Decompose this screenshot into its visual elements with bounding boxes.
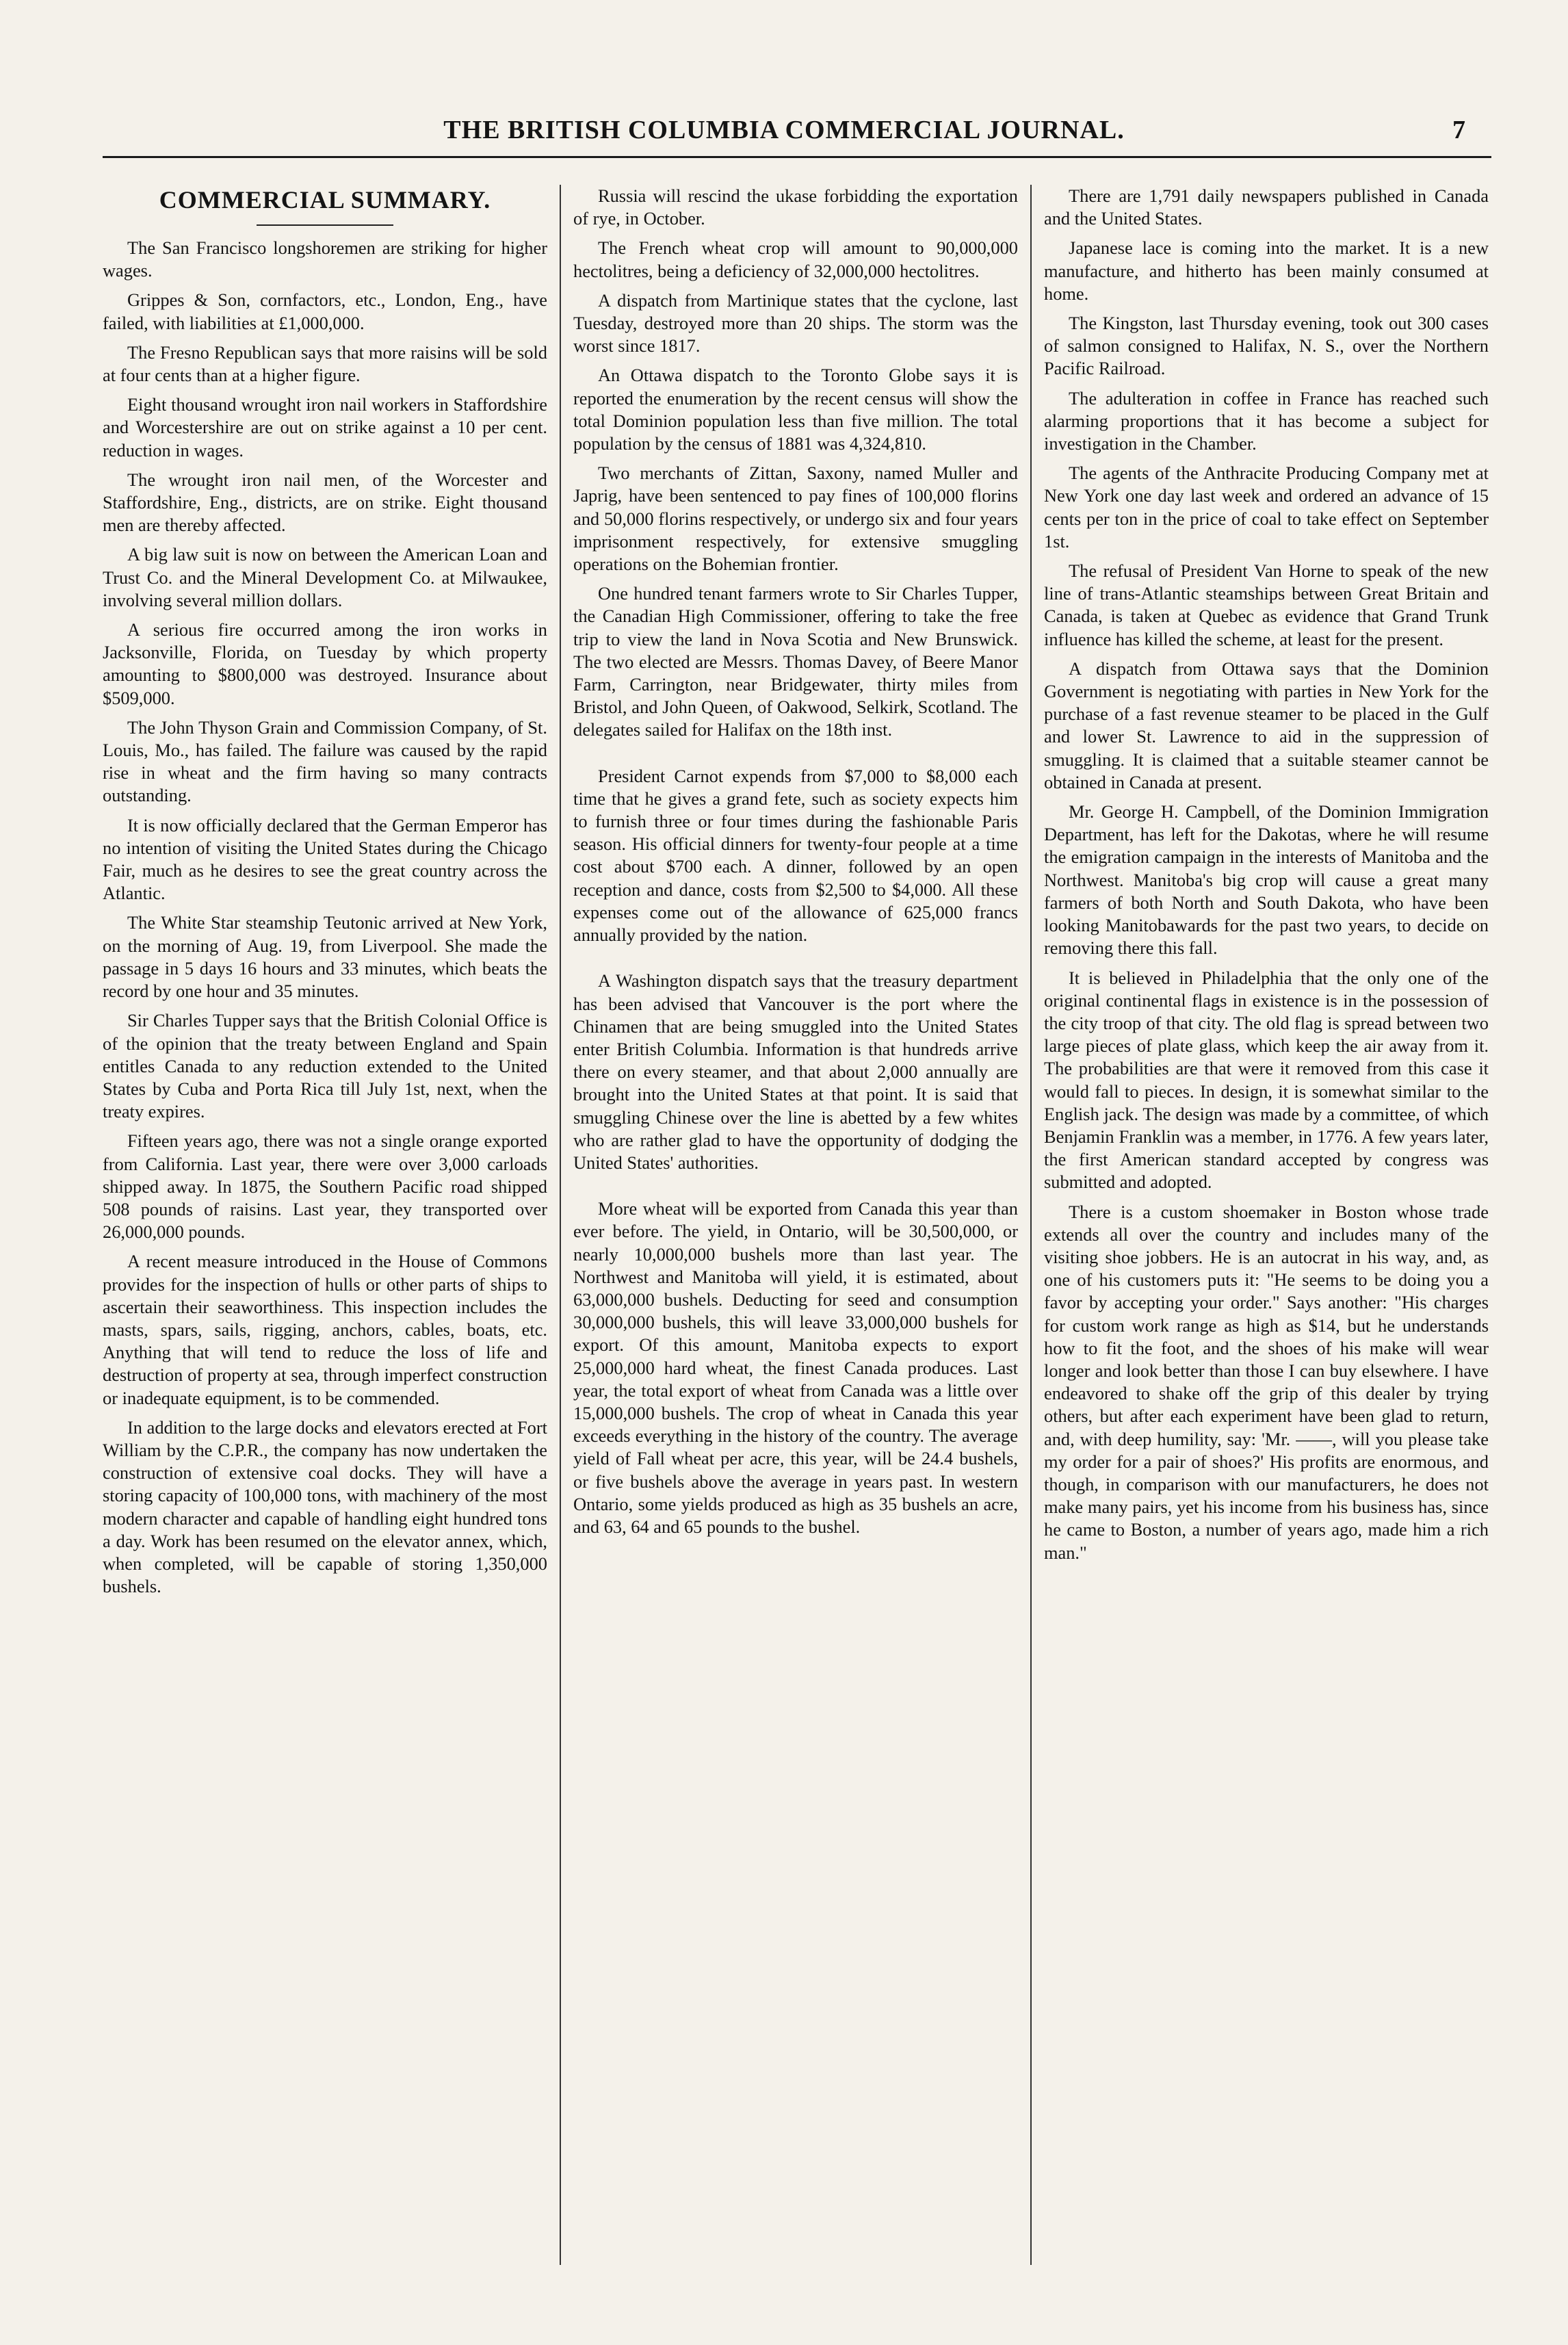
news-item: There is a custom shoemaker in Boston whose trade extends all over the country and includes many of the visiting shoe jobbers. He is an autocrat in his way, and, as one of his customers puts it: "He seems to be doing you a favor by accepting your order." Says another: "His charges for custom work range as high as $14, but he understands how to fit the foot, and the shoes of his make will wear longer and look better than those I can buy elsewhere. I have endeavored to shake off the grip of this dealer by trying others, but after each experiment have been glad to return, and, with deep humility, say: 'Mr. ——, will you please take my order for a pair of shoes?' His profits are enormous, and though, in comparison with our manufacturers, he does not make many pairs, yet his income from his business has, since he came to Boston, a number of years ago, made him a rich man." bbox=[1044, 1201, 1489, 1563]
news-item: Russia will rescind the ukase forbidding the exportation of rye, in October. bbox=[573, 185, 1018, 229]
news-item: The wrought iron nail men, of the Worcester and Staffordshire, Eng., districts, are on strike. Eight thousand men are thereby affected. bbox=[103, 469, 547, 536]
news-item: The White Star steamship Teutonic arrived at New York, on the morning of Aug. 19, from Liverpool. She made the passage in 5 days 16 hours and 33 minutes, which beats the record by one hour and 35 minutes. bbox=[103, 912, 547, 1002]
news-item: Two merchants of Zittan, Saxony, named Muller and Japrig, have been sentenced to pay fines of 100,000 florins and 50,000 florins respectively, or undergo six and four years imprisonment respectively, for extensive smuggling operations on the Bohemian frontier. bbox=[573, 463, 1018, 575]
page-number: 7 bbox=[1452, 116, 1465, 144]
news-item: Fifteen years ago, there was not a single orange exported from California. Last year, there were over 3,000 carloads shipped away. In 1875, the Southern Pacific road shipped 508 pounds of raisins. Last year, they transported over 26,000,000 pounds. bbox=[103, 1130, 547, 1243]
header-rule bbox=[103, 156, 1491, 158]
news-item: The John Thyson Grain and Commission Company, of St. Louis, Mo., has failed. The failure was caused by the rapid rise in wheat and the firm having so many contracts outstanding. bbox=[103, 716, 547, 806]
column-2 bbox=[573, 185, 1018, 2265]
heading-rule bbox=[257, 224, 393, 226]
news-item: The agents of the Anthracite Producing Company met at New York one day last week and ordered an advance of 15 cents per ton in the price of coal to take effect on September 1st. bbox=[1044, 463, 1489, 552]
news-item: An Ottawa dispatch to the Toronto Globe says it is reported the enumeration by the recent census will show the total Dominion population less than five million. The total population by the census of 1881 was 4,324,810. bbox=[573, 365, 1018, 454]
section-heading: COMMERCIAL SUMMARY. bbox=[159, 186, 491, 213]
news-item: A serious fire occurred among the iron works in Jacksonville, Florida, on Tuesday by which property amounting to $800,000 was destroyed. Insurance about $509,000. bbox=[103, 619, 547, 708]
column-1 bbox=[103, 185, 547, 2265]
page-header bbox=[0, 103, 1568, 157]
news-item: President Carnot expends from $7,000 to $8,000 each time that he gives a grand fete, such as society expects him to furnish three or four times during the fashionable Paris season. His official dinners for twenty-four people at a time cost about $700 each. A dinner, followed by an open reception and dance, costs from $2,500 to $4,000. All these expenses come out of the allowance of 625,000 francs annually provided by the nation. bbox=[573, 765, 1018, 946]
news-item: It is now officially declared that the German Emperor has no intention of visiting the United States during the Chicago Fair, much as he desires to see the great country across the Atlantic. bbox=[103, 814, 547, 904]
news-item: Sir Charles Tupper says that the British Colonial Office is of the opinion that the treaty between England and Spain entitles Canada to any reduction extended to the United States by Cuba and Porta Rica till July 1st, next, when the treaty expires. bbox=[103, 1010, 547, 1122]
news-item: One hundred tenant farmers wrote to Sir Charles Tupper, the Canadian High Commissioner, offering to take the free trip to view the land in Nova Scotia and New Brunswick. The two elected are Messrs. Thomas Davey, of Beere Manor Farm, Carrington, near Bridgewater, thirty miles from Bristol, and John Queen, of Oakwood, Selkirk, Scotland. The delegates sailed for Halifax on the 18th inst. bbox=[573, 583, 1018, 740]
news-item: Grippes & Son, cornfactors, etc., London, Eng., have failed, with liabilities at £1,000,000. bbox=[103, 289, 547, 333]
news-item: The French wheat crop will amount to 90,000,000 hectolitres, being a deficiency of 32,000,000 hectolitres. bbox=[573, 237, 1018, 281]
news-item: The Fresno Republican says that more raisins will be sold at four cents than at a higher figure. bbox=[103, 341, 547, 386]
column-divider bbox=[560, 185, 561, 2265]
news-item: Mr. George H. Campbell, of the Dominion Immigration Department, has left for the Dakotas, where he will resume the emigration campaign in the interests of Manitoba and the Northwest. Manitoba's big crop will cause a great many farmers of both North and South Dakota, who have been looking Manitobawards for the past two years, to decide on removing there this fall. bbox=[1044, 801, 1489, 959]
journal-title: THE BRITISH COLUMBIA COMMERCIAL JOURNAL. bbox=[443, 116, 1125, 144]
news-item: The Kingston, last Thursday evening, took out 300 cases of salmon consigned to Halifax, N. S., over the Northern Pacific Railroad. bbox=[1044, 313, 1489, 379]
news-item: The adulteration in coffee in France has reached such alarming proportions that it has become a subject for investigation in the Chamber. bbox=[1044, 387, 1489, 454]
news-item: A dispatch from Martinique states that the cyclone, last Tuesday, destroyed more than 20 ships. The storm was the worst since 1817. bbox=[573, 289, 1018, 357]
news-item: In addition to the large docks and elevators erected at Fort William by the C.P.R., the company has now undertaken the construction of extensive coal docks. They will have a storing capacity of 100,000 tons, with machinery of the most modern character and capable of handling eight hundred tons a day. Work has been resumed on the elevator annex, which, when completed, will be capable of storing 1,350,000 bushels. bbox=[103, 1416, 547, 1597]
column-3 bbox=[1044, 185, 1489, 2265]
news-item: Eight thousand wrought iron nail workers in Staffordshire and Worcestershire are out on strike against a 10 per cent. reduction in wages. bbox=[103, 394, 547, 461]
news-item: A Washington dispatch says that the treasury department has been advised that Vancouver is the port where the Chinamen that are being smuggled into the United States enter British Columbia. Information is that hundreds arrive there on every steamer, and that about 2,000 annually are brought into the United States at that point. It is said that smuggling Chinese over the line is abetted by a few whites who are rather glad to have the opportunity of dodging the United States' authorities. bbox=[573, 970, 1018, 1173]
news-item: The San Francisco longshoremen are striking for higher wages. bbox=[103, 237, 547, 281]
news-item: It is believed in Philadelphia that the only one of the original continental flags in existence is in the possession of the city troop of that city. The old flag is spread between two large pieces of plate glass, which keep the air away from it. The probabilities are that were it removed from this case it would fall to pieces. In design, it is somewhat similar to the English jack. The design was made by a committee, of which Benjamin Franklin was a member, in 1776. A few years later, the first American standard accepted by congress was submitted and adopted. bbox=[1044, 967, 1489, 1193]
news-item: A recent measure introduced in the House of Commons provides for the inspection of hulls or other parts of ships to ascertain their seaworthiness. This inspection includes the masts, spars, sails, rigging, anchors, cables, boats, etc. Anything that will tend to reduce the loss of life and destruction of property at sea, through imperfect construction or inadequate equipment, is to be commended. bbox=[103, 1251, 547, 1408]
news-item: Japanese lace is coming into the market. It is a new manufacture, and hitherto has been mainly consumed at home. bbox=[1044, 237, 1489, 304]
news-item: There are 1,791 daily newspapers published in Canada and the United States. bbox=[1044, 185, 1489, 229]
news-item: More wheat will be exported from Canada this year than ever before. The yield, in Ontario, will be 30,500,000, or nearly 10,000,000 bushels more than last year. The Northwest and Manitoba will yield, it is estimated, about 63,000,000 bushels. Deducting for seed and consumption 30,000,000 bushels, this will leave 33,000,000 bushels for export. Of this amount, Manitoba expects to export 25,000,000 hard wheat, the finest Canada produces. Last year, the total export of wheat from Canada was a little over 15,000,000 bushels. The crop of wheat in Canada this year exceeds everything in the history of the country. The average yield of Fall wheat per acre, this year, will be 24.4 bushels, or five bushels above the average in years past. In western Ontario, some yields produced as high as 35 bushels an acre, and 63, 64 and 65 pounds to the bushel. bbox=[573, 1198, 1018, 1537]
news-item: A big law suit is now on between the American Loan and Trust Co. and the Mineral Development Co. at Milwaukee, involving several million dollars. bbox=[103, 544, 547, 610]
news-item: The refusal of President Van Horne to speak of the new line of trans-Atlantic steamships between Great Britain and Canada, is taken at Quebec as evidence that Grand Trunk influence has killed the scheme, at least for the present. bbox=[1044, 560, 1489, 649]
news-item: A dispatch from Ottawa says that the Dominion Government is negotiating with parties in New York for the purchase of a fast revenue steamer to be placed in the Gulf and lower St. Lawrence to aid in the suppression of smuggling. It is claimed that a suitable steamer cannot be obtained in Canada at present. bbox=[1044, 658, 1489, 792]
column-divider bbox=[1030, 185, 1032, 2265]
